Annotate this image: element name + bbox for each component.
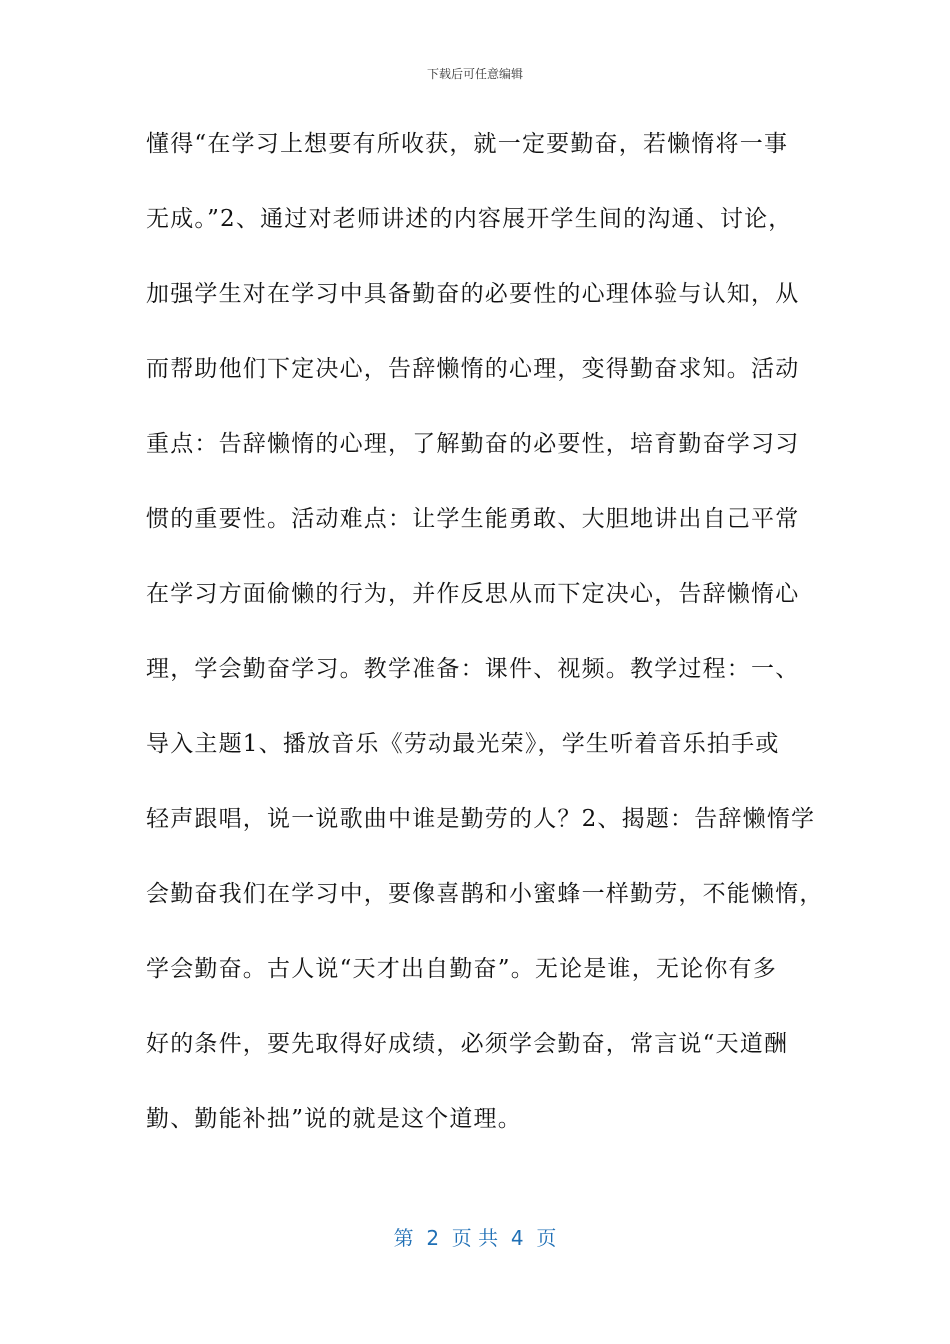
text-line: 而帮助他们下定决心，告辞懒惰的心理，变得勤奋求知。活动 (146, 356, 800, 382)
text-line: 好的条件，要先取得好成绩，必须学会勤奋，常言说“天道酬 (146, 1031, 789, 1057)
text-line: 加强学生对在学习中具备勤奋的必要性的心理体验与认知，从 (146, 281, 800, 307)
text-line: 在学习方面偷懒的行为，并作反思从而下定决心，告辞懒惰心 (146, 581, 800, 607)
text-line: 惯的重要性。活动难点：让学生能勇敢、大胆地讲出自己平常 (146, 506, 800, 532)
page-number-footer: 第 2 页 共 4 页 (393, 1226, 557, 1250)
text-line: 重点：告辞懒惰的心理，了解勤奋的必要性，培育勤奋学习习 (146, 431, 800, 457)
text-line: 理，学会勤奋学习。教学准备：课件、视频。教学过程：一、 (146, 656, 800, 682)
text-line: 无成。”2、通过对老师讲述的内容展开学生间的沟通、讨论， (146, 206, 793, 232)
text-line: 会勤奋我们在学习中，要像喜鹊和小蜜蜂一样勤劳，不能懒惰， (146, 881, 824, 907)
document-body (146, 114, 826, 1164)
text-line: 导入主题1、播放音乐《劳动最光荣》，学生听着音乐拍手或 (146, 731, 780, 757)
text-line: 懂得“在学习上想要有所收获，就一定要勤奋，若懒惰将一事 (146, 131, 789, 157)
text-line: 轻声跟唱，说一说歌曲中谁是勤劳的人？2、揭题：告辞懒惰学 (146, 806, 816, 832)
text-line: 学会勤奋。古人说“天才出自勤奋”。无论是谁，无论你有多 (146, 956, 777, 982)
header-note: 下载后可任意编辑 (426, 67, 523, 81)
text-line: 勤、勤能补拙”说的就是这个道理。 (146, 1106, 522, 1132)
